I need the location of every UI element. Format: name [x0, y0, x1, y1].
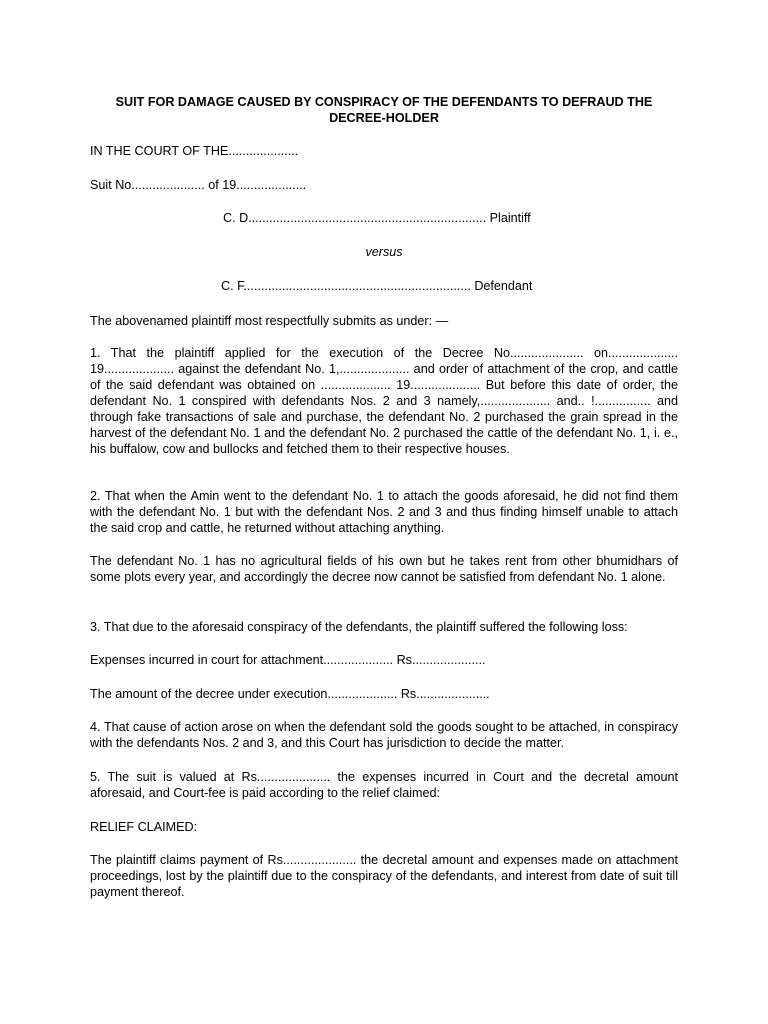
defendant-line: C. F................................................................. Defendant	[221, 279, 533, 293]
relief-heading: RELIEF CLAIMED:	[90, 820, 198, 834]
plaintiff-line: C. D.................................................................... Plaintiff	[223, 211, 531, 225]
decree-amount-line: The amount of the decree under execution.................... Rs.....................	[90, 687, 490, 701]
document-title: SUIT FOR DAMAGE CAUSED BY CONSPIRACY OF THE DEFENDANTS TO DEFRAUD THE DECREE-HOLDER	[115, 95, 653, 125]
expenses-line: Expenses incurred in court for attachment.................... Rs.....................	[90, 653, 486, 667]
paragraph-3: 3. That due to the aforesaid conspiracy of the defendants, the plaintiff suffered the following loss:	[90, 620, 628, 634]
paragraph-1: 1. That the plaintiff applied for the execution of the Decree No..................... on.................... 19.................... against the defendant No. 1,.................... and order of attachment of the crop, and cattle of the said defendant was obtained on .................... 19.................... But before this date of order, the defendant No. 1 conspired with defendants Nos. 2 and 3 namely,.................... and.. !................ and through fake transactions of sale and purchase, the defendant No. 2 purchased the grain spread in the harvest of the defendant No. 1 and the defendant No. 2 purchased the cattle of the defendant No. 1, i. e., his buffalow, cow and bullocks and fetched them to their respective houses.	[90, 346, 678, 456]
relief-text: The plaintiff claims payment of Rs..................... the decretal amount and expenses made on attachment proceedings, lost by the plaintiff due to the conspiracy of the defendants, and interest from date of suit till payment thereof.	[90, 853, 678, 899]
paragraph-2: 2. That when the Amin went to the defendant No. 1 to attach the goods aforesaid, he did not find them with the defendant No. 1 but with the defendant Nos. 2 and 3 and thus finding himself unable to attach the said crop and cattle, he returned without attaching anything.	[90, 489, 678, 535]
intro-paragraph: The abovenamed plaintiff most respectfully submits as under: —	[90, 314, 449, 328]
paragraph-5: 5. The suit is valued at Rs..................... the expenses incurred in Court and the decretal amount aforesaid, and Court-fee is paid according to the relief claimed:	[90, 770, 678, 800]
paragraph-2b: The defendant No. 1 has no agricultural fields of his own but he takes rent from other bhumidhars of some plots every year, and accordingly the decree now cannot be satisfied from defendant No. 1 alone.	[90, 554, 678, 584]
suit-number-line: Suit No..................... of 19....................	[90, 178, 307, 192]
paragraph-4: 4. That cause of action arose on when the defendant sold the goods sought to be attached, in conspiracy with the defendants Nos. 2 and 3, and this Court has jurisdiction to decide the matter.	[90, 720, 678, 750]
versus-label: versus	[365, 245, 403, 259]
court-line: IN THE COURT OF THE....................	[90, 144, 299, 158]
